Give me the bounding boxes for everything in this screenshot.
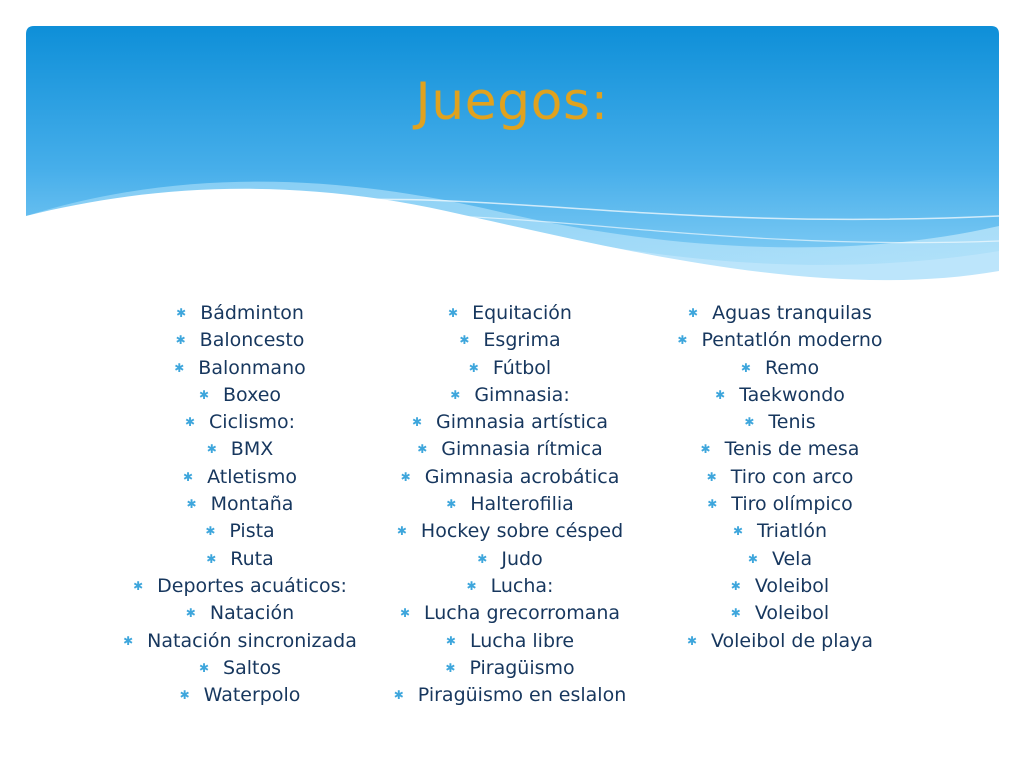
asterisk-bullet-icon: ✱ — [184, 415, 196, 430]
list-item — [615, 546, 945, 573]
asterisk-bullet-icon: ✱ — [186, 497, 197, 512]
asterisk-bullet-icon: ✱ — [477, 551, 488, 566]
asterisk-bullet-icon: ✱ — [468, 360, 479, 375]
asterisk-bullet-icon: ✱ — [183, 469, 194, 484]
list-item-label: Tenis de mesa — [724, 438, 860, 461]
asterisk-bullet-icon: ✱ — [466, 578, 477, 593]
list-item — [345, 682, 675, 709]
asterisk-bullet-icon: ✱ — [446, 497, 457, 512]
list-item — [615, 600, 945, 627]
sports-column-3 — [615, 300, 945, 655]
header-banner — [26, 26, 999, 306]
list-item-label: Deportes acuáticos: — [157, 574, 347, 597]
asterisk-bullet-icon: ✱ — [747, 551, 758, 566]
asterisk-bullet-icon: ✱ — [123, 633, 134, 648]
wave-banner-graphic — [26, 26, 999, 306]
asterisk-bullet-icon: ✱ — [417, 442, 428, 457]
list-item-label: Hockey sobre césped — [420, 520, 624, 543]
list-item-label: Ciclismo: — [209, 411, 296, 434]
list-item-label: Taekwondo — [739, 383, 845, 406]
list-item-label: Boxeo — [223, 383, 282, 406]
list-item-label: Balonmano — [198, 356, 306, 379]
list-item-label: Judo — [501, 547, 543, 570]
list-item-label: Equitación — [472, 302, 572, 324]
list-item — [345, 655, 675, 682]
list-item — [615, 491, 945, 518]
list-item-label: Natación — [209, 602, 295, 625]
asterisk-bullet-icon: ✱ — [411, 415, 423, 430]
asterisk-bullet-icon: ✱ — [205, 524, 216, 539]
asterisk-bullet-icon: ✱ — [744, 415, 755, 430]
list-item-label: Tiro con arco — [730, 465, 854, 488]
list-item-label: Lucha: — [490, 574, 554, 597]
asterisk-bullet-icon: ✱ — [206, 551, 217, 566]
list-item-label: Voleibol — [754, 602, 830, 625]
asterisk-bullet-icon: ✱ — [732, 524, 744, 539]
asterisk-bullet-icon: ✱ — [393, 688, 404, 703]
list-item — [615, 382, 945, 409]
list-item-label: Pentatlón moderno — [701, 329, 883, 352]
asterisk-bullet-icon: ✱ — [176, 306, 187, 320]
asterisk-bullet-icon: ✱ — [174, 360, 185, 375]
asterisk-bullet-icon: ✱ — [400, 469, 411, 484]
slide-title: Juegos: — [415, 72, 609, 132]
list-item-label: Vela — [771, 547, 813, 570]
list-item-label: Remo — [764, 356, 820, 379]
list-item-label: Halterofilia — [470, 493, 574, 516]
list-item — [615, 464, 945, 491]
asterisk-bullet-icon: ✱ — [198, 660, 210, 675]
list-item-label: Atletismo — [207, 465, 297, 488]
asterisk-bullet-icon: ✱ — [445, 660, 456, 675]
list-item-label: Montaña — [210, 493, 294, 516]
list-item-label: Bádminton — [200, 302, 304, 324]
asterisk-bullet-icon: ✱ — [198, 387, 209, 402]
asterisk-bullet-icon: ✱ — [185, 606, 196, 621]
asterisk-bullet-icon: ✱ — [179, 688, 190, 703]
asterisk-bullet-icon: ✱ — [700, 442, 711, 457]
asterisk-bullet-icon: ✱ — [686, 633, 697, 648]
list-item — [615, 409, 945, 436]
asterisk-bullet-icon: ✱ — [677, 333, 688, 348]
list-item — [615, 518, 945, 545]
list-item-label: Saltos — [223, 656, 282, 679]
asterisk-bullet-icon: ✱ — [399, 606, 411, 621]
list-item-label: Gimnasia: — [474, 383, 570, 406]
list-item-label: Lucha libre — [469, 629, 575, 652]
list-item-label: Gimnasia acrobática — [424, 465, 620, 488]
list-item-label: Aguas tranquilas — [712, 302, 872, 324]
asterisk-bullet-icon: ✱ — [448, 306, 459, 320]
asterisk-bullet-icon: ✱ — [730, 606, 741, 621]
asterisk-bullet-icon: ✱ — [175, 333, 186, 348]
list-item-label: Gimnasia rítmica — [441, 438, 603, 461]
list-item — [615, 628, 945, 655]
list-item-label: Voleibol de playa — [711, 629, 874, 652]
asterisk-bullet-icon: ✱ — [706, 469, 717, 484]
list-item-label: Piragüismo — [469, 656, 575, 679]
list-item-label: Waterpolo — [203, 684, 301, 707]
list-item — [615, 300, 945, 327]
asterisk-bullet-icon: ✱ — [450, 387, 461, 402]
asterisk-bullet-icon: ✱ — [688, 306, 699, 320]
list-item-label: Tiro olímpico — [731, 493, 853, 516]
list-item-label: Baloncesto — [199, 329, 305, 352]
asterisk-bullet-icon: ✱ — [133, 578, 144, 593]
list-item — [615, 436, 945, 463]
asterisk-bullet-icon: ✱ — [715, 387, 726, 402]
list-item — [615, 573, 945, 600]
list-item-label: Tenis — [768, 411, 816, 434]
list-item-label: Piragüismo en eslalon — [417, 684, 627, 707]
list-item-label: BMX — [230, 438, 274, 461]
list-item-label: Voleibol — [754, 574, 830, 597]
asterisk-bullet-icon: ✱ — [445, 633, 456, 648]
list-item-label: Fútbol — [492, 356, 552, 379]
asterisk-bullet-icon: ✱ — [707, 497, 718, 512]
list-item-label: Gimnasia artística — [436, 411, 609, 434]
list-item — [615, 355, 945, 382]
asterisk-bullet-icon: ✱ — [206, 442, 217, 457]
asterisk-bullet-icon: ✱ — [396, 524, 407, 539]
list-item — [615, 327, 945, 354]
list-item-label: Triatlón — [757, 520, 827, 543]
asterisk-bullet-icon: ✱ — [730, 578, 741, 593]
list-item-label: Esgrima — [483, 329, 561, 352]
asterisk-bullet-icon: ✱ — [740, 360, 751, 375]
list-item-label: Pista — [229, 520, 275, 543]
list-item-label: Ruta — [230, 547, 274, 570]
asterisk-bullet-icon: ✱ — [459, 333, 470, 348]
list-item-label: Lucha grecorromana — [424, 602, 621, 625]
list-item-label: Natación sincronizada — [147, 629, 357, 652]
